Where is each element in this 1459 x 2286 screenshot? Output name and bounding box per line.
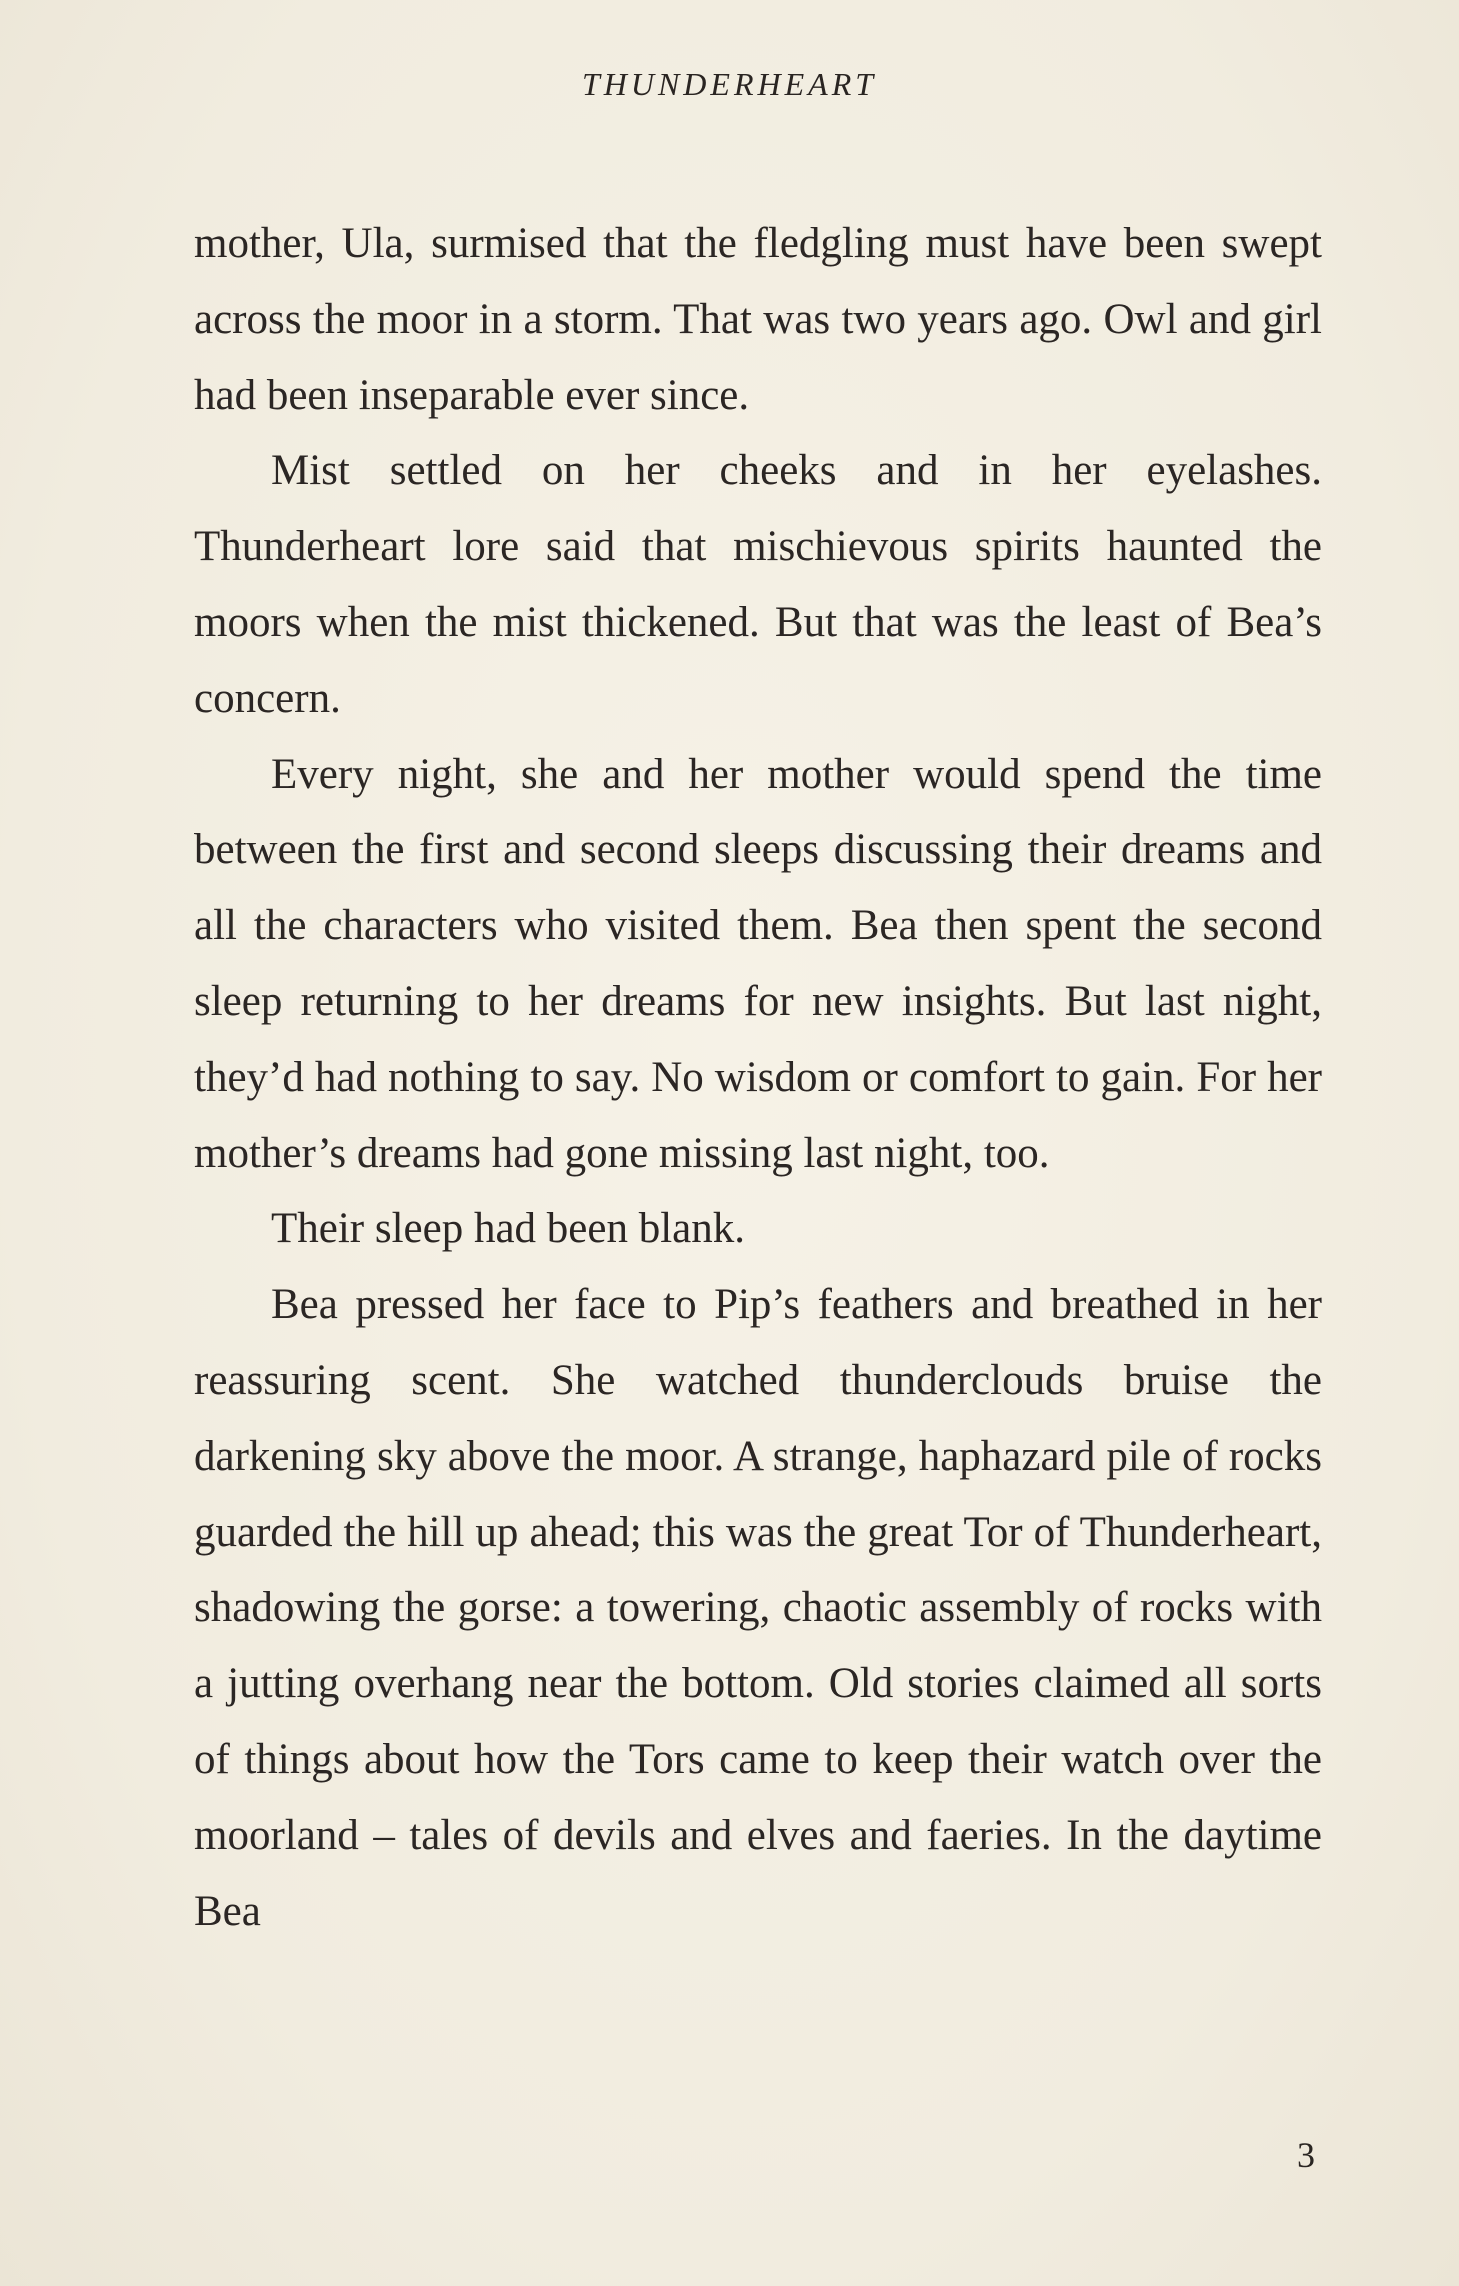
paragraph: Bea pressed her face to Pip’s feathers and breathed in her reassuring scent. She watched thunderclouds bruise the darkening sky above the moor. A strange, haphazard pile of rocks guarded the hill up ahead; this was the great Tor of Thunderheart, shadowing the gorse: a towering, chaotic assembly of rocks with a jutting overhang near the bottom. Old stories claimed all sorts of things about how the Tors came to keep their watch over the moorland – tales of devils and elves and faeries. In the daytime Bea [194, 1281, 1322, 1935]
running-head: THUNDERHEART [581, 66, 878, 102]
paragraph: Every night, she and her mother would spend the time between the first and second sleeps discussing their dreams and all the characters who visited them. Bea then spent the second sleep returning to her dreams for new insights. But last night, they’d had nothing to say. No wisdom or comfort to gain. For her mother’s dreams had gone missing last night, too. [194, 750, 1322, 1177]
page-number: 3 [1297, 2135, 1315, 2175]
paragraph: Mist settled on her cheeks and in her eyelashes. Thunderheart lore said that mischievous spirits haunted the moors when the mist thickened. But that was the least of Bea’s concern. [194, 447, 1322, 722]
paragraph: Their sleep had been blank. [271, 1205, 746, 1253]
body-text [194, 206, 1322, 1949]
paragraph: mother, Ula, surmised that the fledgling must have been swept across the moor in a storm. That was two years ago. Owl and girl had been inseparable ever since. [194, 220, 1322, 419]
